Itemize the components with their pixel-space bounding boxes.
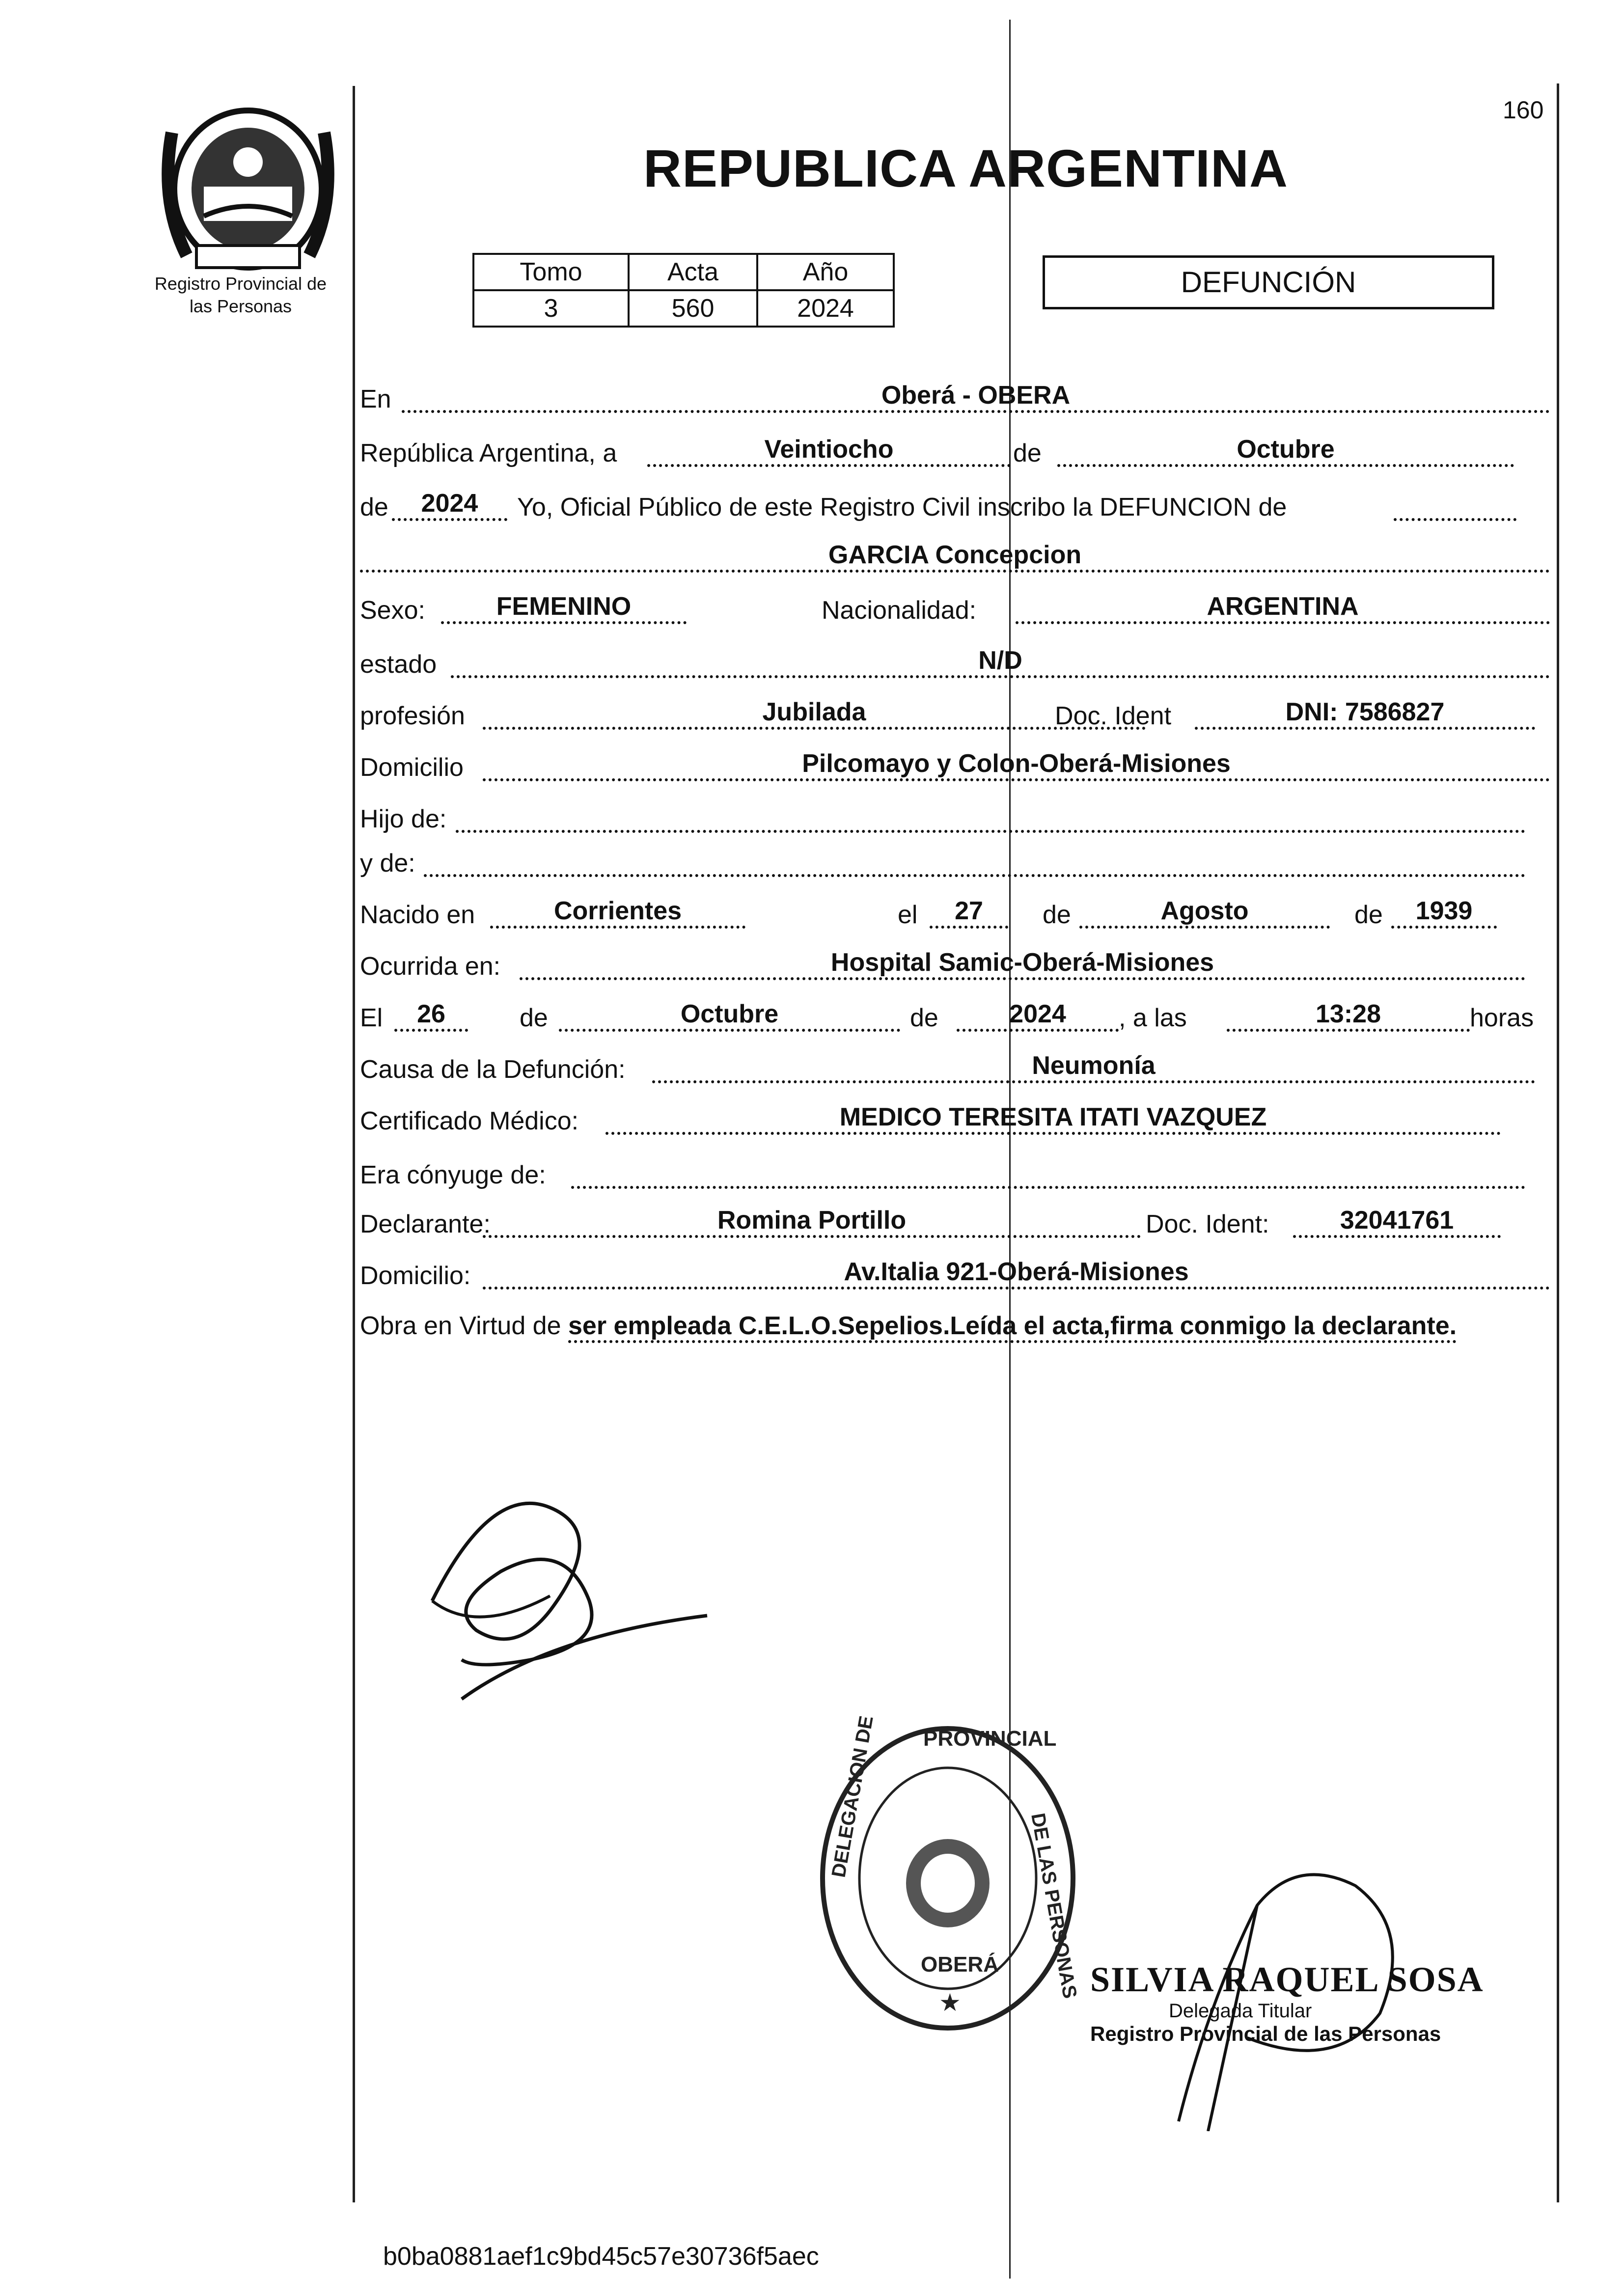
- label-certificado: Certificado Médico:: [360, 1107, 579, 1135]
- field-def-anio: 2024: [957, 999, 1119, 1032]
- official-name: SILVIA RAQUEL SOSA: [1090, 1960, 1484, 1999]
- row-nombre: [360, 540, 1550, 575]
- left-margin-line: [353, 86, 355, 2202]
- label-de2: de: [360, 493, 388, 522]
- page-number: 160: [1503, 96, 1544, 124]
- label-y-de: y de:: [360, 849, 415, 878]
- tomo-acta-anio-table: [472, 253, 895, 328]
- field-doc-fallecido: DNI: 7586827: [1195, 697, 1535, 730]
- label-ocurrida: Ocurrida en:: [360, 952, 501, 981]
- label-nacido-en: Nacido en: [360, 901, 475, 929]
- label-sexo: Sexo:: [360, 596, 425, 625]
- row-lugar: [360, 381, 1550, 415]
- label-doc-ident: Doc. Ident: [1055, 702, 1172, 730]
- field-hijo-de: [456, 800, 1525, 833]
- row-anio-texto: [360, 489, 1550, 523]
- label-en: En: [360, 385, 391, 413]
- field-nac-dia: 27: [930, 896, 1008, 929]
- field-ocurrida: Hospital Samic-Oberá-Misiones: [520, 948, 1525, 980]
- row-nacido: [360, 896, 1550, 931]
- field-conyuge: [571, 1156, 1525, 1189]
- field-dia-inscripcion: Veintiocho: [647, 435, 1011, 467]
- row-hijo-de: [360, 800, 1550, 835]
- row-causa: [360, 1051, 1550, 1085]
- label-el: El: [360, 1004, 383, 1032]
- field-causa: Neumonía: [652, 1051, 1535, 1083]
- row-certificado: [360, 1102, 1550, 1137]
- label-causa: Causa de la Defunción:: [360, 1055, 626, 1084]
- field-nac-mes: Agosto: [1079, 896, 1330, 929]
- row-domicilio: [360, 749, 1550, 783]
- label-hijo-de: Hijo de:: [360, 805, 447, 833]
- label-a-las: , a las: [1119, 1004, 1187, 1032]
- field-y-de: [424, 845, 1525, 877]
- tomo-header: Tomo: [473, 254, 629, 290]
- acta-value: 560: [629, 290, 757, 327]
- official-role: Delegada Titular: [1169, 2000, 1312, 2022]
- label-estado: estado: [360, 650, 437, 679]
- obra-en-virtud: [360, 1309, 1550, 1343]
- field-profesion: Jubilada: [483, 697, 1146, 730]
- label-de-nac: de: [1043, 901, 1071, 929]
- field-nacido-lugar: Corrientes: [490, 896, 745, 929]
- tipo-acta-box: DEFUNCIÓN: [1043, 255, 1494, 309]
- label-profesion: profesión: [360, 702, 465, 730]
- label-de-nac-anio: de: [1354, 901, 1383, 929]
- label-domicilio-declarante: Domicilio:: [360, 1262, 471, 1290]
- label-de: de: [1013, 439, 1042, 467]
- field-obra: ser empleada C.E.L.O.Sepelios.Leída el acta,firma conmigo la declarante.: [568, 1312, 1457, 1343]
- acta-header: Acta: [629, 254, 757, 290]
- field-anio-inscripcion: 2024: [392, 489, 507, 521]
- label-el-nac: el: [898, 901, 918, 929]
- field-def-hora: 13:28: [1227, 999, 1470, 1032]
- texto-inscribo: Yo, Oficial Público de este Registro Civil inscribo la DEFUNCION de: [517, 493, 1287, 522]
- row-declarante: [360, 1206, 1550, 1240]
- declarant-signature: [403, 1473, 796, 1721]
- province-seal-logo: [157, 103, 339, 275]
- field-domicilio-declarante: Av.Italia 921-Oberá-Misiones: [483, 1257, 1550, 1290]
- field-def-mes: Octubre: [559, 999, 900, 1032]
- row-sexo: [360, 592, 1550, 626]
- row-profesion: [360, 697, 1550, 732]
- right-margin-line: [1557, 83, 1559, 2202]
- row-y-de: [360, 845, 1550, 879]
- label-conyuge: Era cónyuge de:: [360, 1161, 546, 1189]
- official-signature-block: [1090, 1959, 1484, 2046]
- field-nacionalidad: ARGENTINA: [1016, 592, 1550, 624]
- field-declarante: Romina Portillo: [483, 1206, 1141, 1238]
- row-estado: [360, 646, 1550, 680]
- field-sexo: FEMENINO: [441, 592, 687, 624]
- label-nacionalidad: Nacionalidad:: [822, 596, 977, 625]
- svg-text:★: ★: [939, 1989, 961, 2016]
- field-nombre-fallecido: GARCIA Concepcion: [360, 540, 1550, 573]
- svg-text:DE LAS PERSONAS: DE LAS PERSONAS: [1027, 1811, 1081, 2001]
- label-horas: horas: [1470, 1004, 1534, 1032]
- label-def-de2: de: [910, 1004, 938, 1032]
- registry-label-line2: las Personas: [189, 296, 292, 316]
- label-domicilio: Domicilio: [360, 753, 464, 782]
- label-def-de: de: [520, 1004, 548, 1032]
- field-mes-inscripcion: Octubre: [1057, 435, 1514, 467]
- field-lugar: Oberá - OBERA: [402, 381, 1550, 413]
- field-blank-inscribo: [1394, 489, 1516, 521]
- field-doc-declarante: 32041761: [1293, 1206, 1501, 1238]
- svg-text:OBERÁ: OBERÁ: [921, 1952, 999, 1977]
- label-republica: República Argentina, a: [360, 439, 617, 467]
- svg-text:DELEGACION DEL: DELEGACION DEL: [827, 1716, 880, 1879]
- document-hash: b0ba0881aef1c9bd45c57e30736f5aec: [383, 2242, 819, 2271]
- label-doc-declarante: Doc. Ident:: [1146, 1210, 1269, 1238]
- tomo-value: 3: [473, 290, 629, 327]
- label-obra: Obra en Virtud de: [360, 1312, 561, 1340]
- field-estado: N/D: [451, 646, 1550, 678]
- row-fecha: [360, 435, 1550, 469]
- registry-label: [113, 273, 368, 318]
- label-declarante: Declarante:: [360, 1210, 491, 1238]
- field-certificado: MEDICO TERESITA ITATI VAZQUEZ: [606, 1102, 1501, 1135]
- field-nac-anio: 1939: [1391, 896, 1497, 929]
- registry-stamp: [810, 1716, 1085, 2053]
- row-fecha-defuncion: [360, 999, 1550, 1034]
- anio-header: Año: [757, 254, 894, 290]
- document-title: REPUBLICA ARGENTINA: [643, 138, 1288, 198]
- row-ocurrida: [360, 948, 1550, 982]
- registry-label-line1: Registro Provincial de: [154, 274, 327, 294]
- field-domicilio-fallecido: Pilcomayo y Colon-Oberá-Misiones: [483, 749, 1550, 781]
- row-domicilio-declarante: [360, 1257, 1550, 1291]
- anio-value: 2024: [757, 290, 894, 327]
- svg-text:PROVINCIAL: PROVINCIAL: [923, 1727, 1057, 1751]
- field-def-dia: 26: [394, 999, 468, 1032]
- row-conyuge: [360, 1156, 1550, 1191]
- official-organization: Registro Provincial de las Personas: [1090, 2022, 1441, 2045]
